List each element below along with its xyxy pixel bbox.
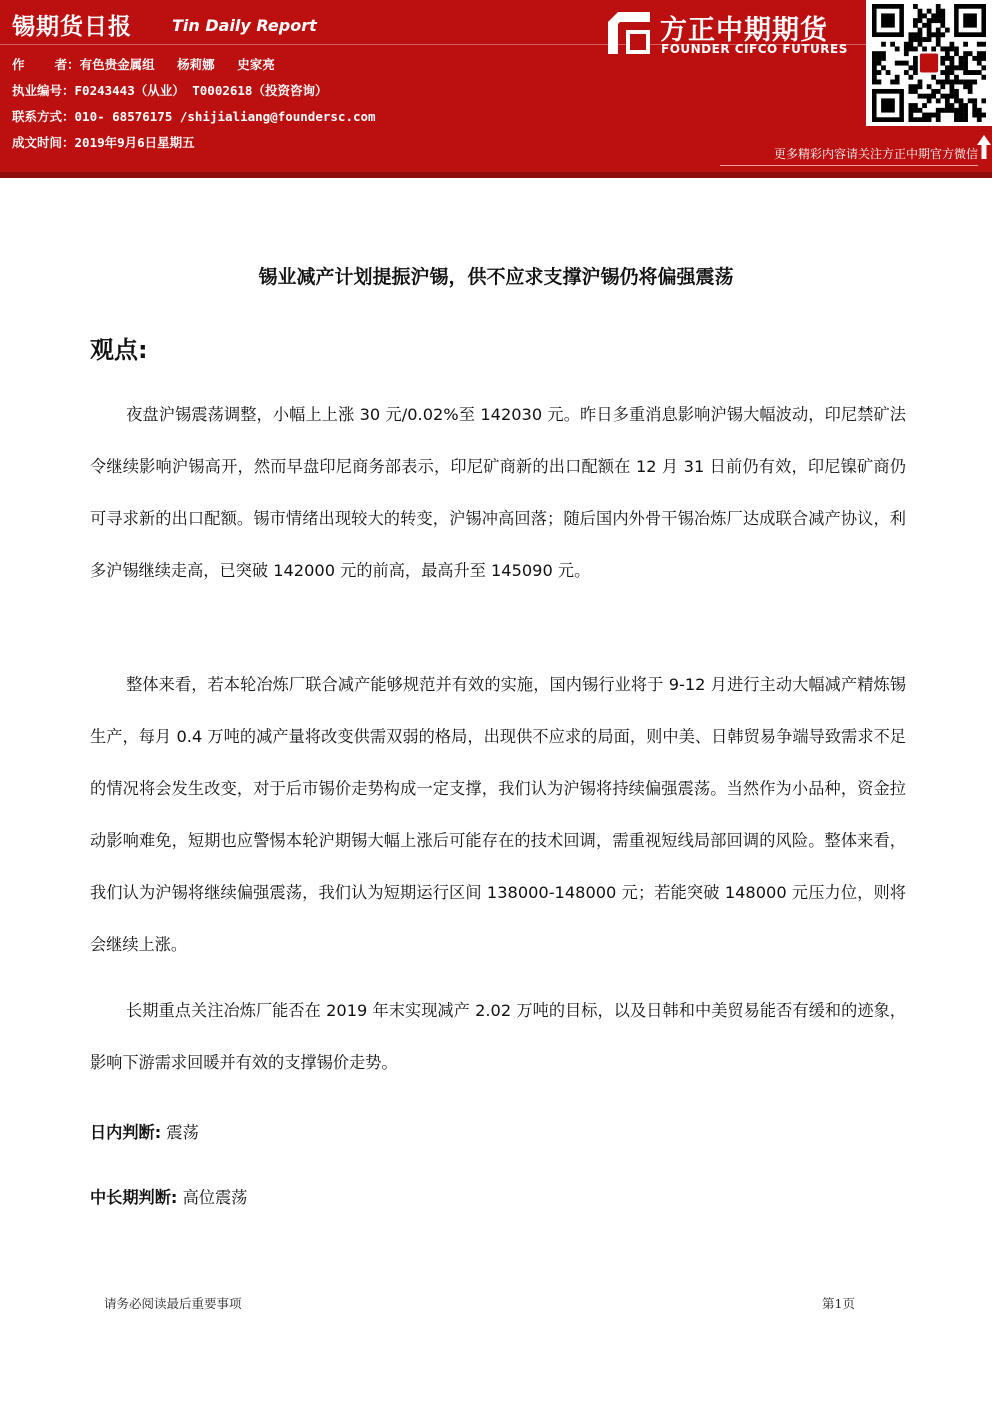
footer-notice: 请务必阅读最后重要事项 [104,1296,242,1311]
author-label: 作 者： [12,57,80,72]
paragraph-3 [90,985,906,1089]
date-row [12,133,195,151]
company-logo [604,8,864,60]
report-title-cn: 锡期货日报 [12,14,132,40]
report-title-en: Tin Daily Report [172,16,317,35]
logo-name-cn: 方正中期期货 [660,15,828,46]
intraday-value: 震荡 [166,1123,199,1142]
paragraph-1 [90,389,906,597]
midlong-judgement [90,1184,247,1208]
follow-divider [720,165,978,166]
midlong-value: 高位震荡 [182,1188,248,1207]
paragraph-2 [90,659,906,971]
paragraph-2-text: 整体来看，若本轮冶炼厂联合减产能够规范并有效的实施，国内锡行业将于 9-12 月进行主动大幅减产精炼锡生产，每月 0.4 万吨的减产量将改变供需双弱的格局，出现供不应求的局面，则中美、日韩贸易争端导致需求不足的情况将会发生改变，对于后市锡价走势构成一定支撑，我们认为沪锡将持续偏强震荡。当然作为小品种，资金拉动影响难免，短期也应警惕本轮沪期锡大幅上涨后可能存在的技术回调，需重视短线局部回调的风险。整体来看，我们认为沪锡将继续偏强震荡，我们认为短期运行区间 138000-148000 元；若能突破 148000 元压力位，则将会继续上涨。 [90,675,906,954]
intraday-judgement [90,1119,199,1143]
article-headline: 锡业减产计划提振沪锡，供不应求支撑沪锡仍将偏强震荡 [258,266,734,288]
section-title-viewpoint: 观点: [90,336,148,364]
author-names: 有色贵金属组 杨莉娜 史家亮 [79,57,275,72]
paragraph-1-text: 夜盘沪锡震荡调整，小幅上上涨 30 元/0.02%至 142030 元。昨日多重消息影响沪锡大幅波动，印尼禁矿法令继续影响沪锡高开，然而早盘印尼商务部表示，印尼矿商新的出口配额在 12 月 31 日前仍有效，印尼镍矿商仍可寻求新的出口配额。锡市情绪出现较大的转变，沪锡冲高回落；随后国内外骨干锡冶炼厂达成联合减产协议，利多沪锡继续走高，已突破 142000 元的前高，最高升至 145090 元。 [90,405,906,580]
report-date: 2019年9月6日星期五 [74,135,195,150]
date-label: 成文时间： [12,135,75,150]
report-header [0,0,992,178]
license-number: F0243443（从业） T0002618（投资咨询） [74,83,328,98]
license-row [12,81,327,99]
qr-code-icon [872,4,986,122]
arrow-up-icon [976,134,992,160]
author-row [12,55,275,73]
contact-label: 联系方式： [12,109,75,124]
logo-name-en: FOUNDER CIFCO FUTURES [661,42,848,56]
paragraph-3-text: 长期重点关注冶炼厂能否在 2019 年末实现减产 2.02 万吨的目标，以及日韩和中美贸易能否有缓和的迹象，影响下游需求回暖并有效的支撑锡价走势。 [90,1001,906,1072]
license-label: 执业编号： [12,83,75,98]
intraday-label: 日内判断: [90,1123,162,1142]
wechat-qr-code [866,0,992,126]
page-number: 第1页 [822,1296,855,1311]
midlong-label: 中长期判断: [90,1188,178,1207]
follow-wechat-note: 更多精彩内容请关注方正中期官方微信 [773,147,978,161]
header-bottom-band [0,172,992,178]
founder-logo-icon [604,8,654,58]
contact-row [12,107,376,125]
contact-info: 010- 68576175 /shijialiang@foundersc.com [74,109,376,124]
